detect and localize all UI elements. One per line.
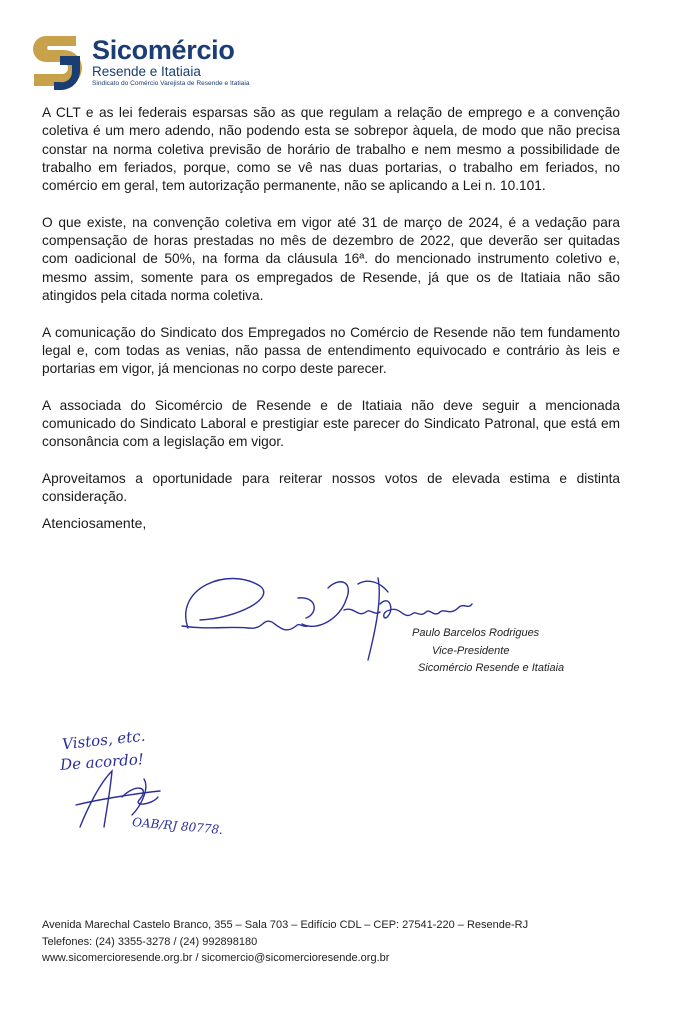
footer-phones: Telefones: (24) 3355-3278 / (24) 992898180 (42, 935, 258, 948)
paragraph: Aproveitamos a oportunidade para reiterar nossos votos de elevada estima e distinta consideração. (42, 470, 620, 505)
brand-tagline: Sindicato do Comércio Varejista de Resende e Itatiaia (92, 80, 250, 87)
handwritten-line-vistos: Vistos, etc. (61, 726, 147, 754)
paragraph: A CLT e as lei federais esparsas são as que regulam a relação de emprego e a convenção coletiva é um mero adendo, não podendo esta se sobrepor àquela, de modo que não precisa constar na norma coletiva previsão de horário de trabalho e nem mesmo a possibilidade de trabalho em feriados, porque, como se vê nas duas portarias, o trabalho em feriados, no comércio em geral, tem autorização permanente, não se aplicando a Lei n. 10.101. (42, 105, 620, 194)
paragraph: O que existe, na convenção coletiva em vigor até 31 de março de 2024, é a vedação para compensação de horas prestadas no mês de dezembro de 2022, que deverão ser quitadas com oadicional de 50%, na forma da cláusula 16ª. do mencionado instrumento coletivo e, mesmo assim, somente para os empregados de Resende, já que os de Itatiaia não são atingidos pela citada norma coletiva. (42, 214, 620, 303)
brand-subtitle: Resende e Itatiaia (92, 64, 201, 79)
signer-name: Paulo Barcelos Rodrigues (412, 627, 540, 639)
signer-role: Vice-Presidente (432, 645, 510, 657)
signer-organization: Sicomércio Resende e Itatiaia (418, 662, 565, 674)
paragraph: A associada do Sicomércio de Resende e de Itatiaia não deve seguir a mencionada comunicado do Sindicato Laboral e prestigiar este parecer do Sindicato Patronal, que está em consonância com a legislação em vigor. (42, 397, 620, 450)
signature-block (168, 548, 565, 683)
handwritten-line-acordo: De acordo! (59, 750, 145, 774)
handwritten-approval-note (40, 727, 280, 849)
paragraph: A comunicação do Sindicato dos Empregados no Comércio de Resende não tem fundamento legal e, com todas as venias, não passa de entendimento equivocado e contrário às leis e portarias em vigor, já mencionas no corpo deste parecer. (42, 324, 620, 377)
brand-name: Sicomércio (92, 35, 235, 65)
letter-body (42, 104, 620, 525)
brand-block (92, 36, 249, 88)
footer-address: Avenida Marechal Castelo Branco, 355 – Sala 703 – Edifício CDL – CEP: 27541-220 – Resende-RJ (42, 919, 529, 931)
sg-monogram-logo-icon (30, 32, 82, 92)
letter-footer (42, 917, 642, 967)
closing-salutation: Atenciosamente, (42, 515, 147, 531)
handwritten-line-oab: OAB/RJ 80778. (131, 815, 224, 837)
footer-web-email: www.sicomercioresende.org.br / sicomercio@sicomercioresende.org.br (42, 952, 390, 964)
letterhead (30, 30, 330, 96)
